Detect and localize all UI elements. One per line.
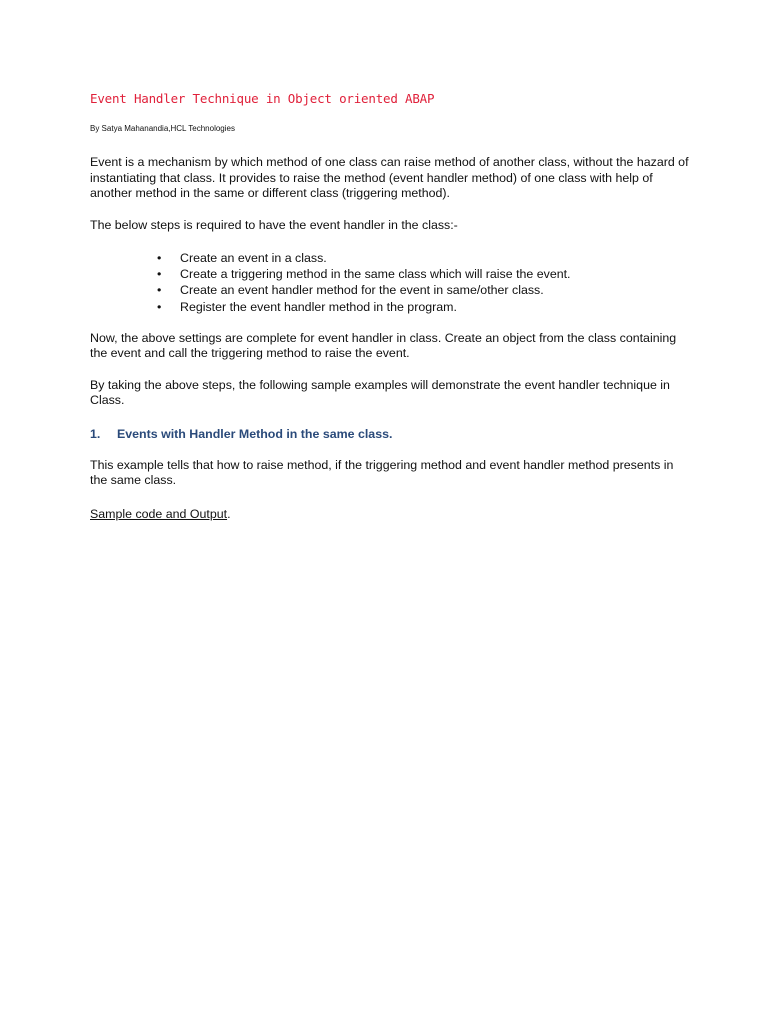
list-item xyxy=(90,250,690,266)
step-text: Create an event in a class. xyxy=(180,251,327,265)
step-text: Create a triggering method in the same class which will raise the event. xyxy=(180,267,571,282)
list-item xyxy=(90,282,690,298)
sample-code-suffix: . xyxy=(227,506,231,521)
list-item xyxy=(90,299,690,315)
intro-paragraph: Event is a mechanism by which method of one class can raise method of another class, without the hazard of instantiating that class. It provides to raise the method (event handler method) of one class with help of another method in the same or different class (triggering method). xyxy=(90,155,689,200)
section-heading-text: Events with Handler Method in the same class. xyxy=(117,426,393,441)
section-number: 1. xyxy=(90,426,101,441)
settings-paragraph: Now, the above settings are complete for event handler in class. Create an object from the class containing the event and call the triggering method to raise the event. xyxy=(90,330,677,361)
bullet-icon: • xyxy=(157,267,162,282)
document-body xyxy=(90,89,690,522)
step-text: Create an event handler method for the event in same/other class. xyxy=(180,283,544,298)
sample-code-link[interactable]: Sample code and Output xyxy=(90,506,228,521)
section-heading xyxy=(90,426,690,442)
examples-paragraph: By taking the above steps, the following sample examples will demonstrate the event handler technique in Class. xyxy=(90,377,670,408)
step-text: Register the event handler method in the program. xyxy=(180,299,457,314)
bullet-icon: • xyxy=(157,283,162,298)
document-title: Event Handler Technique in Object oriented ABAP xyxy=(90,91,435,106)
author-byline: By Satya Mahanandia,HCL Technologies xyxy=(90,124,235,133)
steps-list xyxy=(90,250,690,315)
steps-intro-paragraph: The below steps is required to have the event handler in the class:- xyxy=(90,217,458,232)
bullet-icon: • xyxy=(157,251,162,265)
list-item xyxy=(90,266,690,282)
example-description-paragraph: This example tells that how to raise method, if the triggering method and event handler method presents in the same class. xyxy=(90,457,674,488)
bullet-icon: • xyxy=(157,299,162,314)
sample-code-line xyxy=(90,506,690,522)
